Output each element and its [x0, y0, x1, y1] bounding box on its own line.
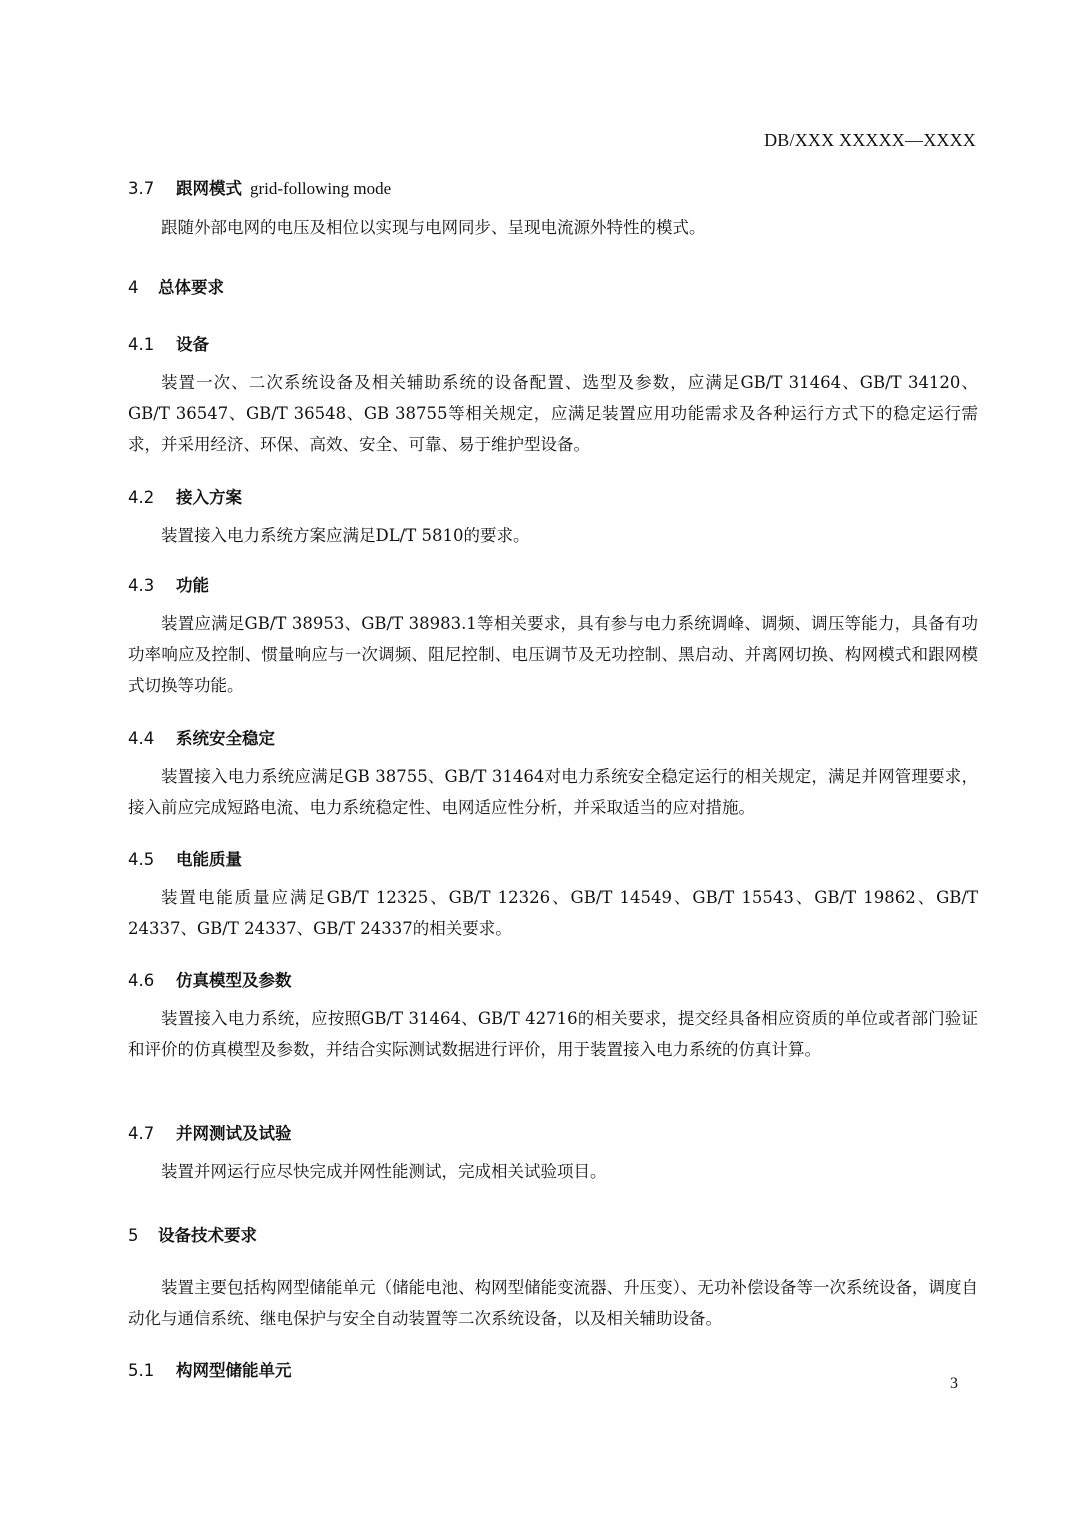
section-number: 4.1 — [128, 335, 155, 354]
section-title: 电能质量 — [176, 850, 242, 869]
section-number: 4.4 — [128, 729, 155, 748]
section-paragraph-4-4: 装置接入电力系统应满足GB 38755、GB/T 31464对电力系统安全稳定运行的相关规定，满足并网管理要求，接入前应完成短路电流、电力系统稳定性、电网适应性分析，并采取适当的应对措施。 — [128, 767, 978, 817]
section-title: 功能 — [176, 576, 209, 595]
section-number: 4 — [128, 278, 139, 297]
section-title: 仿真模型及参数 — [176, 971, 292, 990]
section-paragraph-4-3: 装置应满足GB/T 38953、GB/T 38983.1等相关要求，具有参与电力系统调峰、调频、调压等能力，具备有功功率响应及控制、惯量响应与一次调频、阻尼控制、电压调节及无功控制、黑启动、并离网切换、构网模式和跟网模式切换等功能。 — [128, 614, 978, 695]
section-heading-4-1 — [128, 331, 209, 355]
section-title: 构网型储能单元 — [176, 1361, 292, 1380]
document-code-header: DB/XXX XXXXX—XXXX — [764, 130, 976, 150]
section-paragraph-3-7: 跟随外部电网的电压及相位以实现与电网同步、呈现电流源外特性的模式。 — [161, 218, 706, 237]
section-title: 并网测试及试验 — [176, 1124, 292, 1143]
section-heading-4-7 — [128, 1120, 292, 1144]
section-paragraph-4-7: 装置并网运行应尽快完成并网性能测试，完成相关试验项目。 — [161, 1162, 607, 1181]
section-title: 设备 — [176, 335, 209, 354]
section-heading-4-6 — [128, 967, 292, 991]
section-title: 设备技术要求 — [158, 1226, 257, 1245]
page-number: 3 — [950, 1375, 958, 1392]
section-heading-3-7 — [128, 175, 391, 199]
section-number: 3.7 — [128, 179, 155, 198]
section-number: 4.3 — [128, 576, 155, 595]
section-heading-5 — [128, 1222, 257, 1246]
section-paragraph-4-1: 装置一次、二次系统设备及相关辅助系统的设备配置、选型及参数，应满足GB/T 31464、GB/T 34120、GB/T 36547、GB/T 36548、GB 38755等相关规定，应满足装置应用功能需求及各种运行方式下的稳定运行需求，并采用经济、环保、高效、安全、可靠、易于维护型设备。 — [128, 373, 978, 454]
section-paragraph-5: 装置主要包括构网型储能单元（储能电池、构网型储能变流器、升压变）、无功补偿设备等一次系统设备，调度自动化与通信系统、继电保护与安全自动装置等二次系统设备，以及相关辅助设备。 — [128, 1278, 978, 1328]
section-heading-4-3 — [128, 572, 209, 596]
section-number: 5.1 — [128, 1361, 155, 1380]
section-title: 系统安全稳定 — [176, 729, 275, 748]
section-title: 跟网模式 — [176, 179, 242, 198]
section-heading-4 — [128, 274, 224, 298]
section-title-english: grid-following mode — [250, 179, 392, 198]
section-paragraph-4-2: 装置接入电力系统方案应满足DL/T 5810的要求。 — [161, 526, 530, 545]
section-heading-4-2 — [128, 484, 242, 508]
section-number: 4.2 — [128, 488, 155, 507]
section-paragraph-4-5: 装置电能质量应满足GB/T 12325、GB/T 12326、GB/T 14549、GB/T 15543、GB/T 19862、GB/T 24337、GB/T 24337、GB/T 24337的相关要求。 — [128, 888, 978, 938]
section-heading-4-4 — [128, 725, 275, 749]
section-heading-5-1 — [128, 1357, 292, 1381]
section-number: 4.5 — [128, 850, 155, 869]
section-number: 4.7 — [128, 1124, 155, 1143]
section-number: 4.6 — [128, 971, 155, 990]
section-title: 总体要求 — [158, 278, 224, 297]
section-paragraph-4-6: 装置接入电力系统，应按照GB/T 31464、GB/T 42716的相关要求，提交经具备相应资质的单位或者部门验证和评价的仿真模型及参数，并结合实际测试数据进行评价，用于装置接入电力系统的仿真计算。 — [128, 1009, 978, 1059]
section-number: 5 — [128, 1226, 139, 1245]
section-heading-4-5 — [128, 846, 242, 870]
section-title: 接入方案 — [176, 488, 242, 507]
